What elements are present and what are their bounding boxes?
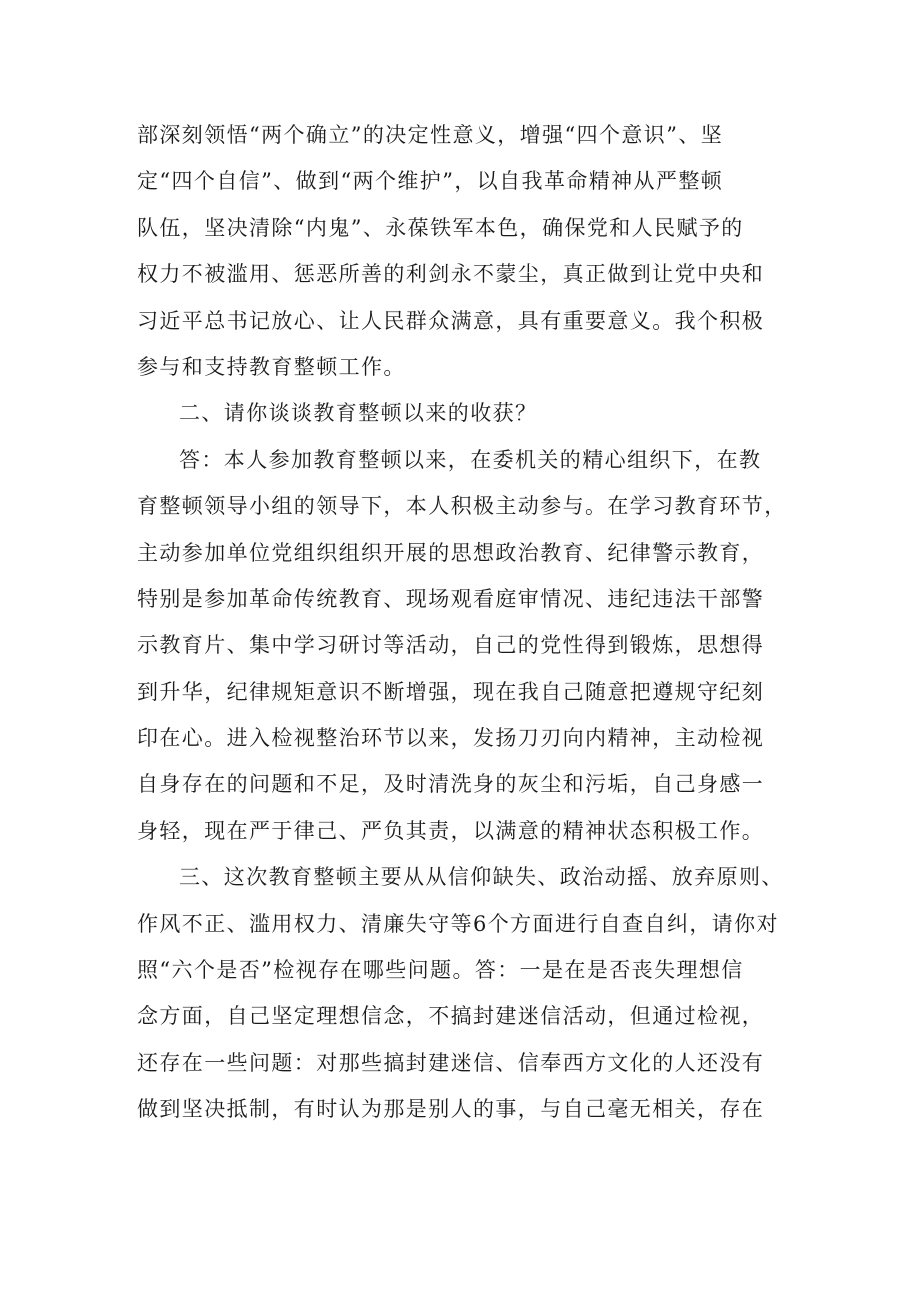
text-line: 照“六个是否”检视存在哪些问题。答：一是在是否丧失理想信 — [137, 958, 744, 983]
text-line: 育整顿领导小组的领导下，本人积极主动参与。在学习教育环节， — [137, 494, 787, 519]
question-heading-3: 三、这次教育整顿主要从从信仰缺失、政治动摇、放弃原则、 — [179, 865, 784, 890]
text-line: 身轻，现在严于律己、严负其责，以满意的精神状态积极工作。 — [137, 818, 765, 843]
text-line: 还存在一些问题：对那些搞封建迷信、信奉西方文化的人还没有 — [137, 1050, 765, 1075]
text-line: 做到坚决抵制，有时认为那是别人的事，与自己毫无相关，存在 — [137, 1097, 765, 1122]
text-line: 参与和支持教育整顿工作。 — [137, 354, 406, 379]
text-line: 权力不被滥用、惩恶所善的利剑永不蒙尘，真正做到让党中央和 — [137, 262, 765, 287]
text-line: 特别是参加革命传统教育、现场观看庭审情况、违纪违法干部警 — [137, 586, 765, 611]
text-line: 习近平总书记放心、让人民群众满意，具有重要意义。我个积极 — [137, 308, 765, 333]
text-line: 印在心。进入检视整治环节以来，发扬刀刃向内精神，主动检视 — [137, 726, 765, 751]
text-line: 队伍，坚决清除“内鬼”、永葆铁军本色，确保党和人民赋予的 — [137, 215, 744, 240]
text-line: 念方面，自己坚定理想信念，不搞封建迷信活动，但通过检视， — [137, 1004, 765, 1029]
text-line: 主动参加单位党组织组织开展的思想政治教育、纪律警示教育， — [137, 540, 765, 565]
text-line: 示教育片、集中学习研讨等活动，自己的党性得到锻炼，思想得 — [137, 633, 765, 658]
answer-paragraph-start: 答：本人参加教育整顿以来，在委机关的精心组织下，在教 — [179, 447, 762, 472]
document-body — [137, 112, 792, 1133]
question-heading-2: 二、请你谈谈教育整顿以来的收获？ — [179, 401, 538, 426]
text-line: 部深刻领悟“两个确立”的决定性意义，增强“四个意识”、坚 — [137, 123, 724, 147]
text-line: 自身存在的问题和不足，及时清洗身的灰尘和污垢，自己身感一 — [137, 772, 765, 797]
text-line: 到升华，纪律规矩意识不断增强，现在我自己随意把遵规守纪刻 — [137, 679, 765, 704]
text-line: 作风不正、滥用权力、清廉失守等6个方面进行自查自纠，请你对 — [137, 911, 779, 936]
text-line: 定“四个自信”、做到“两个维护”，以自我革命精神从严整顿 — [137, 169, 724, 194]
